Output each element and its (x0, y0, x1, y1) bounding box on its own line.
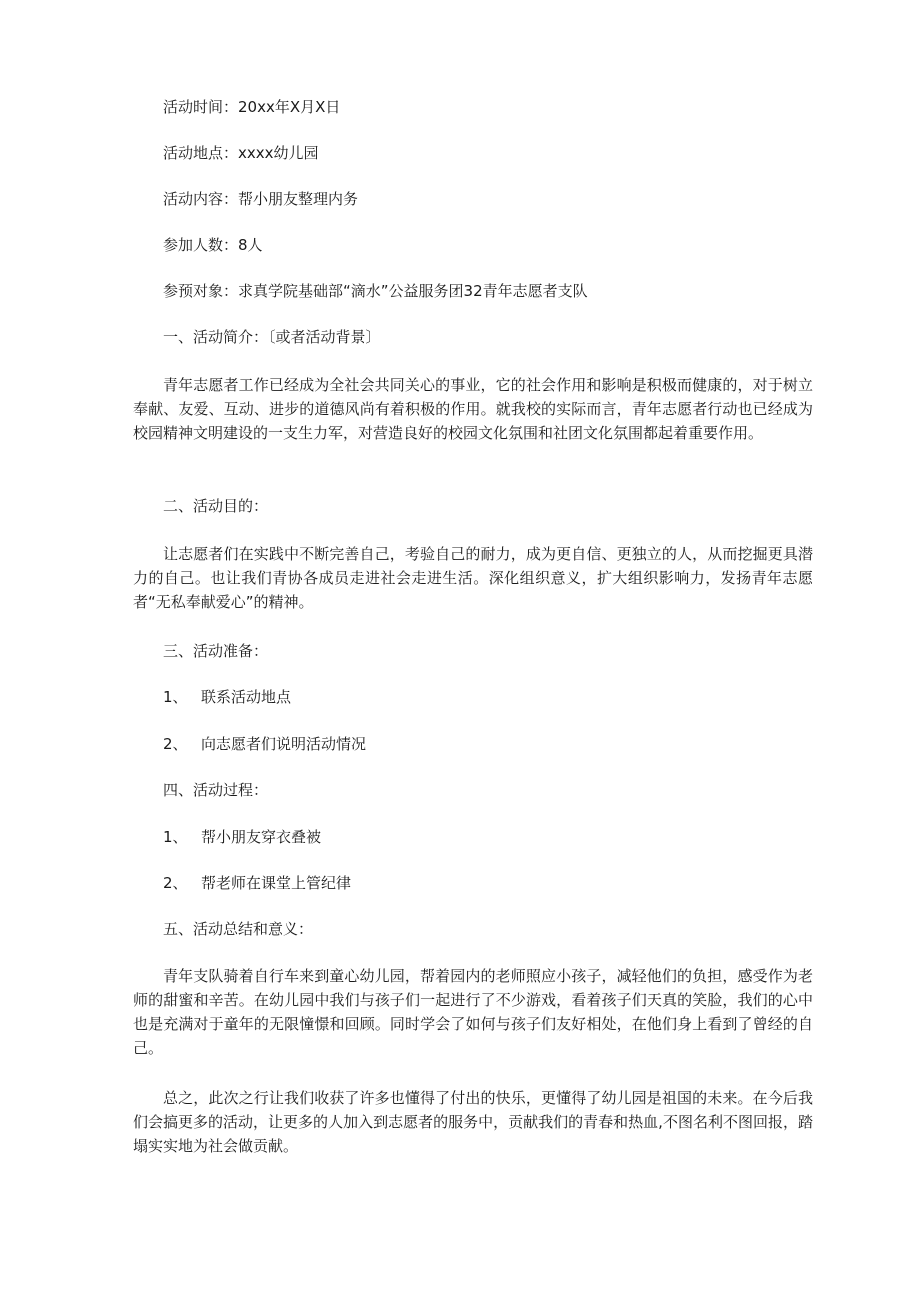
purpose-heading: 二、活动目的： (163, 497, 269, 515)
participants: 参预对象：求真学院基础部“滴水”公益服务团32青年志愿者支队 (163, 282, 588, 300)
activity-content: 活动内容：帮小朋友整理内务 (163, 190, 359, 208)
activity-time: 活动时间：20xx年X月X日 (163, 98, 341, 116)
process-item-2-number: 2、 (163, 874, 188, 892)
intro-paragraph: 青年志愿者工作已经成为全社会共同关心的事业，它的社会作用和影响是积极而健康的，对于树立奉献、友爱、互动、进步的道德风尚有着积极的作用。就我校的实际而言，青年志愿者行动也已经成为校园精神文明建设的一支生力军，对营造良好的校园文化氛围和社团文化氛围都起着重要作用。 (133, 376, 813, 442)
participant-count: 参加人数：8人 (163, 236, 263, 254)
prep-item-1 (163, 686, 291, 708)
process-item-1-number: 1、 (163, 828, 188, 846)
process-item-1-text: 帮小朋友穿衣叠被 (201, 828, 322, 846)
intro-heading: 一、活动简介：〔或者活动背景〕 (163, 328, 381, 346)
summary-heading: 五、活动总结和意义： (163, 920, 314, 938)
process-item-1 (163, 826, 321, 848)
prep-item-2-number: 2、 (163, 735, 188, 753)
activity-place: 活动地点：xxxx幼儿园 (163, 144, 319, 162)
process-heading: 四、活动过程： (163, 781, 269, 799)
prep-item-1-number: 1、 (163, 688, 188, 706)
prep-item-2-text: 向志愿者们说明活动情况 (201, 735, 367, 753)
summary-paragraph-2: 总之，此次之行让我们收获了许多也懂得了付出的快乐，更懂得了幼儿园是祖国的未来。在今后我们会搞更多的活动，让更多的人加入到志愿者的服务中，贡献我们的青春和热血,不图名利不图回报，踏塌实实地为社会做贡献。 (133, 1089, 813, 1155)
prep-item-2 (163, 733, 366, 755)
purpose-paragraph: 让志愿者们在实践中不断完善自己，考验自己的耐力，成为更自信、更独立的人，从而挖掘更具潜力的自己。也让我们青协各成员走进社会走进生活。深化组织意义，扩大组织影响力，发扬青年志愿者“无私奉献爱心”的精神。 (133, 545, 813, 611)
prep-item-1-text: 联系活动地点 (201, 688, 292, 706)
prep-heading: 三、活动准备： (163, 642, 269, 660)
process-item-2-text: 帮老师在课堂上管纪律 (201, 874, 352, 892)
process-item-2 (163, 872, 351, 894)
summary-paragraph-1: 青年支队骑着自行车来到童心幼儿园，帮着园内的老师照应小孩子，减轻他们的负担，感受作为老师的甜蜜和辛苦。在幼儿园中我们与孩子们一起进行了不少游戏，看着孩子们天真的笑脸，我们的心中也是充满对于童年的无限憧憬和回顾。同时学会了如何与孩子们友好相处，在他们身上看到了曾经的自己。 (133, 967, 813, 1057)
